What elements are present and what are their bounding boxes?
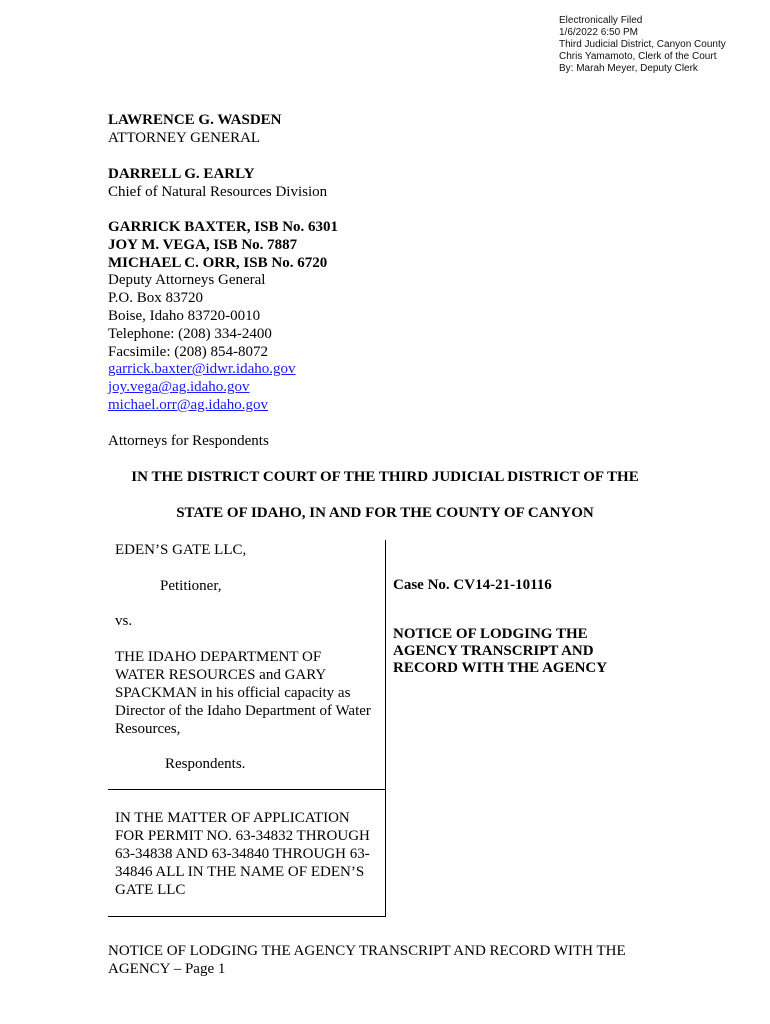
ag-title: ATTORNEY GENERAL bbox=[108, 129, 261, 146]
email-link-baxter[interactable]: garrick.baxter@idwr.idaho.gov bbox=[108, 361, 296, 378]
document-title bbox=[393, 626, 607, 677]
facsimile: Facsimile: (208) 854-8072 bbox=[108, 343, 268, 360]
matter-line: 63-34838 AND 63-34840 THROUGH 63- bbox=[115, 846, 370, 862]
court-heading-line2: STATE OF IDAHO, IN AND FOR THE COUNTY OF CANYON bbox=[176, 505, 594, 521]
stamp-line: Electronically Filed bbox=[559, 15, 643, 26]
stamp-date: 1/6/2022 6:50 PM bbox=[559, 27, 638, 38]
matter-text bbox=[115, 809, 370, 899]
chief-block bbox=[108, 166, 327, 202]
respondent-line: SPACKMAN in his official capacity as bbox=[115, 685, 351, 701]
court-heading-line1: IN THE DISTRICT COURT OF THE THIRD JUDICIAL DISTRICT OF THE bbox=[131, 469, 639, 485]
attorneys-for bbox=[108, 433, 269, 451]
versus: vs. bbox=[115, 613, 133, 629]
po-box: P.O. Box 83720 bbox=[108, 290, 204, 307]
city-address: Boise, Idaho 83720-0010 bbox=[108, 307, 261, 324]
respondent-names bbox=[115, 648, 371, 738]
petitioner-name: EDEN’S GATE LLC, bbox=[115, 542, 247, 558]
respondent-line: THE IDAHO DEPARTMENT OF bbox=[115, 649, 322, 665]
filing-stamp bbox=[559, 15, 726, 75]
case-number: Case No. CV14-21-10116 bbox=[393, 577, 552, 593]
footer-line1: NOTICE OF LODGING THE AGENCY TRANSCRIPT AND RECORD WITH THE bbox=[108, 943, 626, 959]
matter-line: GATE LLC bbox=[115, 882, 186, 898]
stamp-clerk: Chris Yamamoto, Clerk of the Court bbox=[559, 51, 717, 62]
petitioner-label: Petitioner, bbox=[160, 578, 222, 594]
matter-line: IN THE MATTER OF APPLICATION bbox=[115, 810, 350, 826]
email-link-vega[interactable]: joy.vega@ag.idaho.gov bbox=[108, 379, 250, 396]
stamp-deputy: By: Marah Meyer, Deputy Clerk bbox=[559, 63, 698, 74]
deputy-title: Deputy Attorneys General bbox=[108, 272, 266, 289]
footer-line2: AGENCY – Page 1 bbox=[108, 961, 226, 977]
attorney-general-block bbox=[108, 112, 282, 148]
respondent-label: Respondents. bbox=[165, 756, 246, 772]
title-line: AGENCY TRANSCRIPT AND bbox=[393, 643, 594, 659]
chief-name: DARRELL G. EARLY bbox=[108, 166, 255, 182]
attorney-orr: MICHAEL C. ORR, ISB No. 6720 bbox=[108, 254, 328, 271]
title-line: NOTICE OF LODGING THE bbox=[393, 626, 588, 642]
stamp-court: Third Judicial District, Canyon County bbox=[559, 39, 726, 50]
respondent-line: Resources, bbox=[115, 721, 181, 737]
attorney-vega: JOY M. VEGA, ISB No. 7887 bbox=[108, 236, 298, 253]
attorney-baxter: GARRICK BAXTER, ISB No. 6301 bbox=[108, 219, 339, 235]
deputy-attorneys-block bbox=[108, 219, 338, 415]
matter-line: FOR PERMIT NO. 63-34832 THROUGH bbox=[115, 828, 370, 844]
caption-divider bbox=[108, 789, 385, 790]
title-line: RECORD WITH THE AGENCY bbox=[393, 660, 608, 676]
telephone: Telephone: (208) 334-2400 bbox=[108, 325, 272, 342]
chief-title: Chief of Natural Resources Division bbox=[108, 183, 328, 200]
matter-line: 34846 ALL IN THE NAME OF EDEN’S bbox=[115, 864, 365, 880]
page-footer bbox=[108, 942, 668, 978]
email-link-orr[interactable]: michael.orr@ag.idaho.gov bbox=[108, 396, 269, 413]
ag-name: LAWRENCE G. WASDEN bbox=[108, 112, 282, 128]
respondent-line: WATER RESOURCES and GARY bbox=[115, 667, 327, 683]
respondent-line: Director of the Idaho Department of Water bbox=[115, 703, 371, 719]
attorneys-for-text: Attorneys for Respondents bbox=[108, 433, 269, 449]
